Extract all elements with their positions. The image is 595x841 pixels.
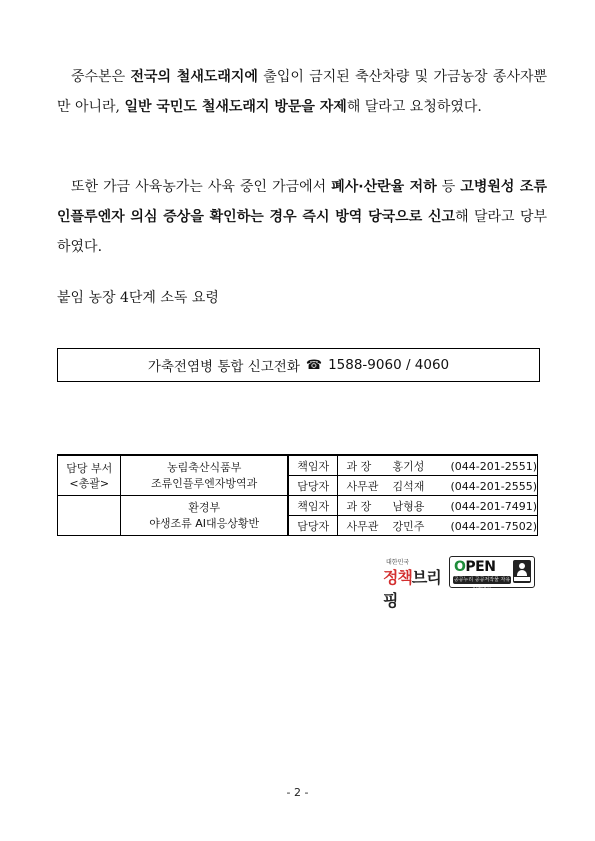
- person-phone: (044-201-7491): [450, 499, 537, 513]
- person-info-cell: [338, 496, 538, 516]
- open-license-subtitle: 공공누리 공공저작물 자유이용허락: [453, 577, 511, 591]
- policy-briefing-logo: [383, 556, 445, 610]
- person-name: 김석재: [392, 479, 425, 493]
- policy-briefing-logo-red: 정책: [383, 568, 412, 587]
- person-info-cell: [338, 455, 538, 476]
- paragraph-bold: 고병원성 조류인플루엔자 의심 증상을 확인하는 경우 즉시 방역 당국으로 신고: [57, 179, 547, 225]
- table-row: [58, 496, 538, 516]
- paragraph-text: 해 달라고 당부하였다.: [57, 209, 547, 255]
- org-name: 환경부: [188, 500, 221, 514]
- person-title: 사무관: [346, 479, 379, 493]
- policy-briefing-logo-text: [383, 565, 445, 611]
- org-division: 야생조류 AI대응상황반: [149, 516, 260, 530]
- footer-logos: [383, 556, 535, 610]
- org-cell: [121, 496, 288, 536]
- person-title: 과 장: [346, 459, 372, 473]
- hotline-label: 가축전염병 통합 신고전화: [147, 359, 300, 375]
- hotline-box: [57, 348, 540, 382]
- phone-icon: ☎: [305, 357, 323, 373]
- open-license-rest: PEN: [465, 559, 496, 575]
- org-name: 농림축산식품부: [166, 460, 242, 474]
- open-license-word: [454, 559, 495, 575]
- open-license-o: O: [454, 559, 466, 575]
- person-name: 강민주: [392, 519, 425, 533]
- person-name: 홍기성: [392, 459, 425, 473]
- paragraph-text: 해 달라고 요청하였다.: [346, 99, 482, 115]
- paragraph-report-request: [57, 172, 547, 262]
- role-cell: 담당자: [288, 516, 338, 536]
- open-license-logo: [449, 556, 535, 591]
- hotline-numbers: 1588-9060 / 4060: [328, 357, 450, 373]
- table-row: [58, 455, 538, 476]
- person-phone: (044-201-2555): [450, 479, 537, 493]
- paragraph-text: 중수본은: [71, 69, 131, 85]
- paragraph-text: 또한 가금 사육농가는 사육 중인 가금에서: [71, 179, 332, 195]
- dept-label: 담당 부서: [66, 461, 113, 475]
- paragraph-bold: 폐사·산란율 저하: [331, 179, 437, 195]
- page-number: - 2 -: [286, 786, 309, 799]
- dept-label-cell-empty: [58, 496, 121, 536]
- person-info-cell: [338, 476, 538, 496]
- person-phone: (044-201-7502): [450, 519, 537, 533]
- role-cell: 책임자: [288, 496, 338, 516]
- policy-briefing-logo-dark: 브리핑: [383, 568, 441, 610]
- paragraph-text: 출입이 금지된 축산차량 및 가금농장 종사자뿐만 아니라,: [57, 69, 548, 115]
- paragraph-text: 등: [436, 179, 461, 195]
- paragraph-visit-restriction: [57, 62, 547, 122]
- person-title: 사무관: [346, 519, 379, 533]
- role-cell: 책임자: [288, 455, 338, 476]
- policy-briefing-logo-small: 대한민국: [386, 559, 410, 566]
- person-phone: (044-201-2551): [450, 459, 537, 473]
- attachment-note: 붙임 농장 4단계 소독 요령: [57, 290, 219, 306]
- role-cell: 담당자: [288, 476, 338, 496]
- org-cell: [121, 455, 288, 496]
- person-name: 남형용: [392, 499, 425, 513]
- paragraph-bold: 전국의 철새도래지에: [130, 69, 258, 85]
- org-division: 조류인플루엔자방역과: [151, 476, 258, 490]
- paragraph-bold: 일반 국민도 철새도래지 방문을 자제: [124, 99, 347, 115]
- contact-table: [57, 454, 538, 536]
- person-info-cell: [338, 516, 538, 536]
- dept-label-sub: <총괄>: [69, 476, 110, 490]
- dept-label-cell: [58, 455, 121, 496]
- attribution-person-icon: [513, 560, 531, 583]
- person-title: 과 장: [346, 499, 372, 513]
